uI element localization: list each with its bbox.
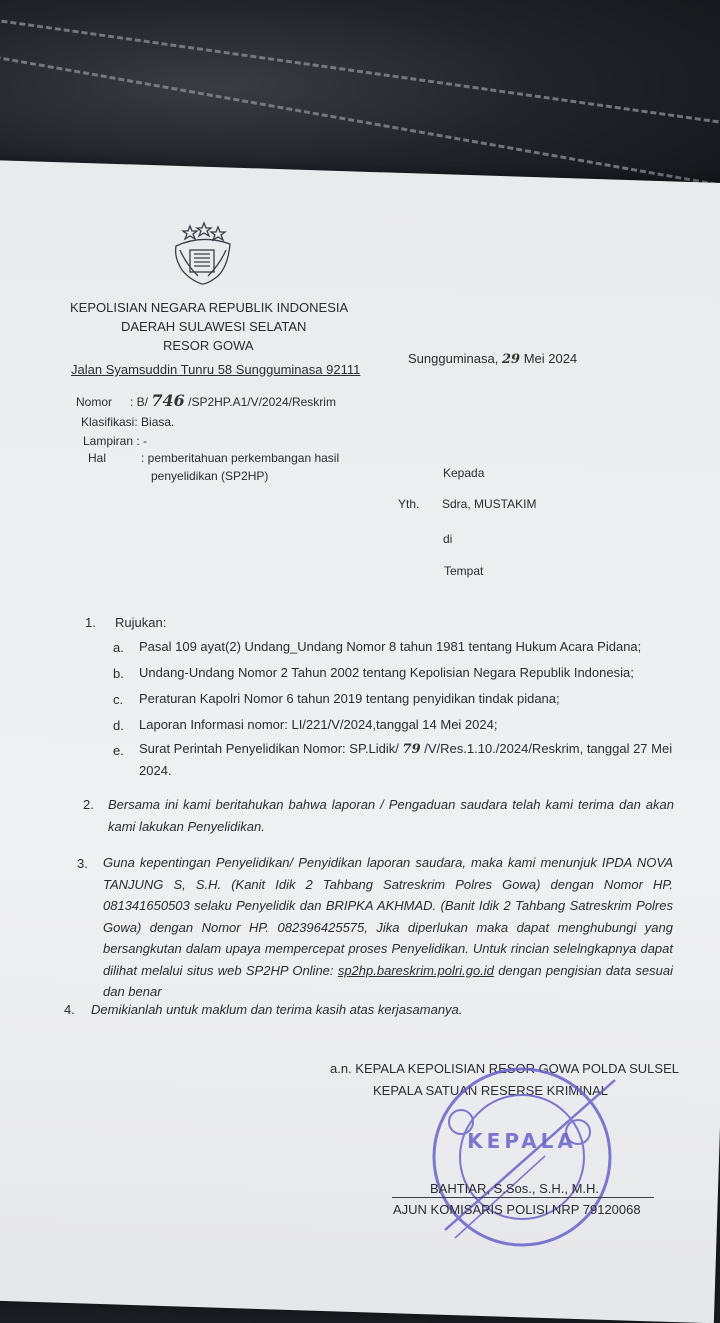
item-2-number: 2. xyxy=(83,797,94,812)
item-3-body: Guna kepentingan Penyelidikan/ Penyidikan laporan saudara, maka kami menunjuk IPDA NOVA TANJUNG S, S.H. (Kanit Idik 2 Tahbang Satreskrim Polres Gowa) dengan Nomor HP. 081341650503 selaku Penyelidik dan BRIPKA AKHMAD. (Banit Idik 2 Tahbang Satreskrim Polres Gowa) dengan Nomor HP. 082396425575, Jika diperlukan maka dapat menghubungi yang bersangkutan dalam upaya mempercepat proses Penyelidikan. Untuk rincian selelngkapnya dapat dilihat melalui situs web SP2HP Online: xyxy=(103,855,673,978)
signature-divider xyxy=(392,1197,654,1198)
klasifikasi: Klasifikasi: Biasa. xyxy=(81,415,175,429)
ref-letter: b. xyxy=(113,666,124,681)
kepada-label: Kepada xyxy=(443,466,485,480)
official-stamp-icon xyxy=(425,1060,620,1255)
signature-title-1: a.n. KEPALA KEPOLISIAN RESOR GOWA POLDA SULSEL xyxy=(330,1061,679,1076)
handwritten-nomor: 746 xyxy=(151,391,185,410)
ref-e-prefix: Surat Perintah Penyelidikan Nomor: SP.Lidik/ xyxy=(139,741,399,756)
yth-label: Yth. xyxy=(398,497,420,511)
item-1-title: Rujukan: xyxy=(115,615,167,630)
ref-letter: a. xyxy=(113,640,124,655)
ref-letter: c. xyxy=(113,692,124,707)
nomor-suffix: /SP2HP.A1/V/2024/Reskrim xyxy=(188,395,336,409)
recipient-tempat: Tempat xyxy=(444,564,484,578)
ref-e-suffix: /V/Res.1.10./2024/Reskrim, tanggal 27 Mei xyxy=(424,741,673,756)
place-date xyxy=(408,350,577,368)
ref-text: Undang-Undang Nomor 2 Tahun 2002 tentang Kepolisian Negara Republik Indonesia; xyxy=(139,665,634,680)
nomor-prefix: : B/ xyxy=(130,395,149,409)
police-emblem-icon xyxy=(168,220,236,286)
stamp-label: KEPALA xyxy=(467,1129,577,1153)
item-3-number: 3. xyxy=(77,856,88,871)
handwritten-date: 29 xyxy=(501,352,521,367)
signature-title-2: KEPALA SATUAN RESERSE KRIMINAL xyxy=(373,1083,609,1098)
org-address: Jalan Syamsuddin Tunru 58 Sungguminasa 92111 xyxy=(71,362,361,377)
ref-text: Pasal 109 ayat(2) Undang_Undang Nomor 8 tahun 1981 tentang Hukum Acara Pidana; xyxy=(139,639,642,654)
hal-label: Hal xyxy=(88,451,107,465)
item-1-number: 1. xyxy=(85,615,96,630)
place-date-prefix: Sungguminasa, xyxy=(408,351,499,366)
ref-e-line-1 xyxy=(139,740,672,758)
ref-text: Peraturan Kapolri Nomor 6 tahun 2019 tentang penyidikan tindak pidana; xyxy=(139,691,560,706)
org-region: DAERAH SULAWESI SELATAN xyxy=(121,319,307,334)
item-3-text xyxy=(103,852,673,1003)
item-4-text: Demikianlah untuk maklum dan terima kasih atas kerjasamanya. xyxy=(91,1002,463,1017)
ref-e-line-2: 2024. xyxy=(139,763,172,778)
org-name: KEPOLISIAN NEGARA REPUBLIK INDONESIA xyxy=(70,300,349,315)
ref-text: Laporan Informasi nomor: LI/221/V/2024,tanggal 14 Mei 2024; xyxy=(139,717,498,732)
ref-letter: e. xyxy=(113,743,124,758)
nomor-value xyxy=(130,392,336,411)
place-date-suffix: Mei 2024 xyxy=(523,351,578,366)
item-4-number: 4. xyxy=(64,1002,75,1017)
sp2hp-link[interactable]: sp2hp.bareskrim.polri.go.id xyxy=(337,962,494,978)
item-2-text: Bersama ini kami beritahukan bahwa laporan / Pengaduan saudara telah kami terima dan akan kami lakukan Penyelidikan. xyxy=(108,797,674,834)
signatory-rank: AJUN KOMISARIS POLISI NRP 79120068 xyxy=(393,1202,641,1217)
org-resort: RESOR GOWA xyxy=(163,338,254,353)
handwritten-sp-number: 79 xyxy=(402,742,421,757)
signatory-name: BAHTIAR, S.Sos., S.H., M.H. xyxy=(430,1181,600,1196)
ref-letter: d. xyxy=(113,718,124,733)
recipient-di: di xyxy=(443,532,453,546)
nomor-label: Nomor xyxy=(76,395,113,409)
hal-line-2: penyelidikan (SP2HP) xyxy=(151,469,269,483)
hal-line-1: : pemberitahuan perkembangan hasil xyxy=(141,451,340,465)
item-3-tail: dengan pengisian data sesuai dan benar xyxy=(103,962,673,999)
recipient-name: Sdra, MUSTAKIM xyxy=(442,497,537,511)
lampiran: Lampiran : - xyxy=(83,434,148,448)
